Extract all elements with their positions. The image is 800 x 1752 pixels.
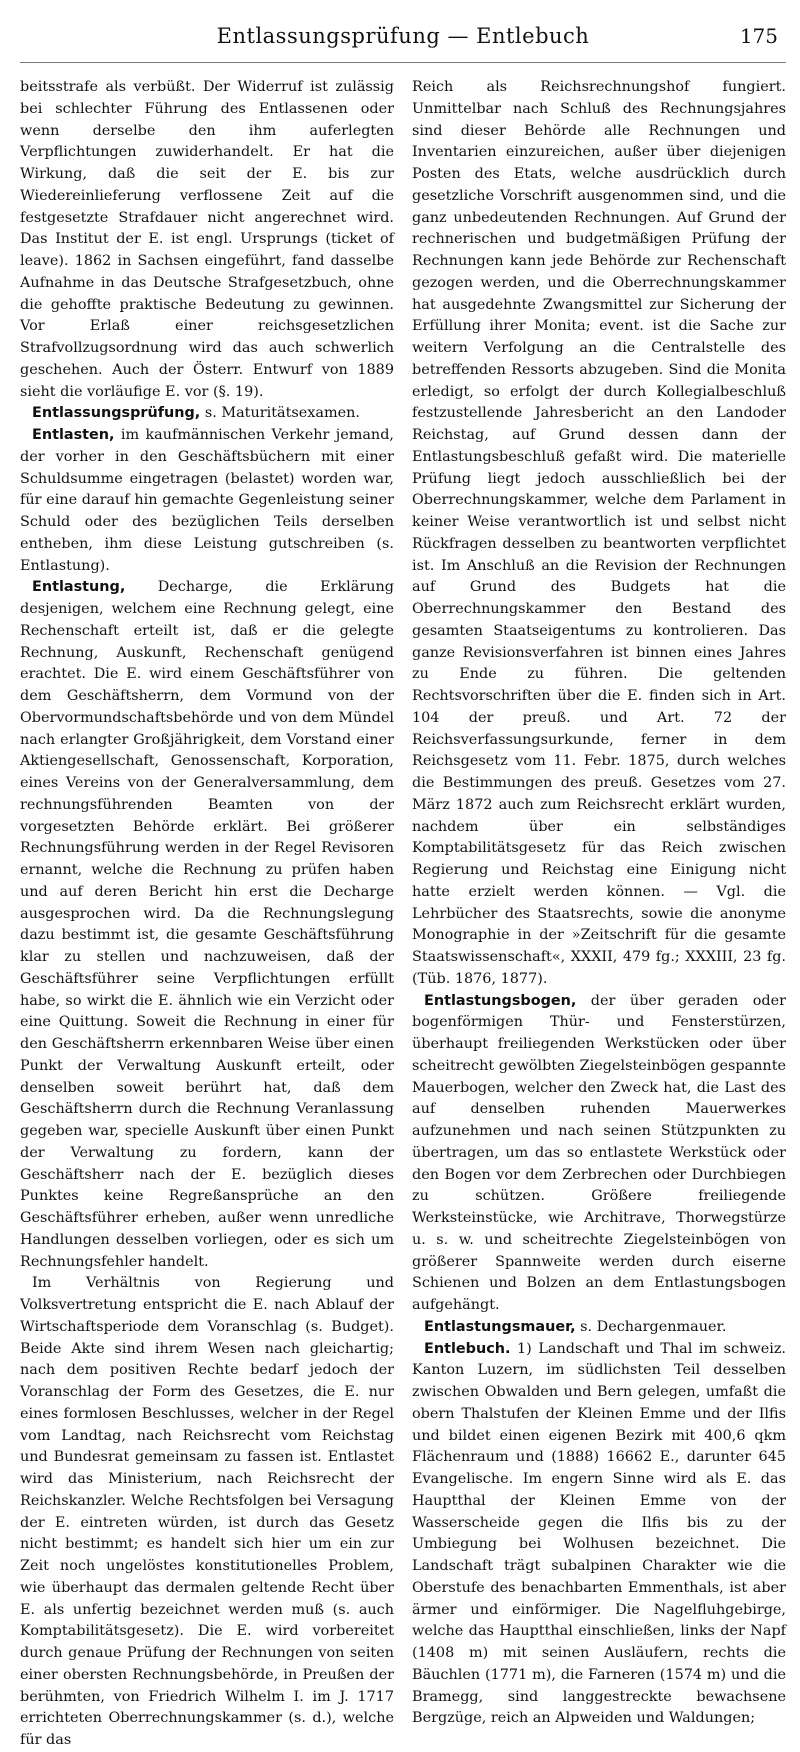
entry-paragraph: Im Verhältnis von Regierung und Volksvertretung entspricht die E. nach Ablauf der Wirtschaftsperiode dem Voranschlag (s. Budget). Beide Akte sind ihrem Wesen nach gleichartig; nach dem positiven Rechte bedarf jedoch der Voranschlag der Form des Gesetzes, die E. nur eines formlosen Beschlusses, welcher in der Regel vom Landtag, nach Reichsrecht vom Reichstag und Bundesrat gemeinsam zu fassen ist. Entlastet wird das Ministerium, nach Reichsrecht der Reichskanzler. Welche Rechtsfolgen bei Versagung der E. eintreten würden, ist durch das Gesetz nicht bestimmt; es handelt sich hier um ein zur Zeit noch ungelöstes konstitutionelles Problem, wie überhaupt das dermalen geltende Recht über E. als unfertig bezeichnet werden muß (s. auch Komptabilitätsgesetz). Die E. wird vorbereitet durch genaue Prüfung der Rechnungen von seiten einer obersten Rechnungsbehörde, in Preußen der berühmten, von Friedrich Wilhelm I. im J. 1717 errichteten Oberrechnungskammer (s. d.), welche für das	[20, 1275, 394, 1748]
entry-text: s. Maturitätsexamen.	[200, 405, 360, 422]
entry-text: der über geraden oder bogenförmigen Thür- und Fensterstürzen, überhaupt freiliegenden Werkstücken oder über scheitrecht gewölbten Ziegelsteinbögen gespannte Mauerbogen, welcher den Zweck hat, die Last des auf denselben ruhenden Mauerwerkes aufzunehmen und nach seinen Stützpunkten zu übertragen, um das so entlastete Werkstück oder den Bogen vor dem Zerbrechen oder Durchbiegen zu schützen. Größere freiliegende Werksteinstücke, wie Architrave, Thorwegstürze u. s. w. und scheitrechte Ziegelsteinbögen von größerer Spannweite werden durch eiserne Schienen und Bolzen an dem Entlastungsbogen aufgehängt.	[412, 992, 786, 1313]
page-header	[20, 0, 786, 63]
entry-headword: Entlastung,	[32, 579, 126, 596]
text-columns	[20, 77, 786, 1752]
entry-headword: Entlassungsprüfung,	[32, 405, 201, 422]
right-column	[412, 77, 786, 1752]
dictionary-entry	[20, 403, 394, 425]
entry-headword: Entlebuch.	[424, 1340, 511, 1357]
entry-headword: Entlasten,	[32, 427, 115, 443]
entry-text: s. Dechargenmauer.	[575, 1318, 727, 1335]
page-number: 175	[739, 24, 778, 48]
entry-text: im kaufmännischen Verkehr jemand, der vorher in den Geschäftsbüchern mit einer Schuldsumme eingetragen (belastet) worden war, für eine darauf hin gemachte Gegenleistung seiner Schuld oder des bezüglichen Teils derselben entheben, ihm diese Leistung gutschreiben (s. Entlastung).	[20, 427, 394, 574]
entry-text: Decharge, die Erklärung desjenigen, welchem eine Rechnung gelegt, eine Rechenschaft erteilt ist, daß er die gelegte Rechnung, Auskunft, Rechenschaft genügend erachtet. Die E. wird einem Geschäftsführer von dem Geschäftsherrn, dem Vormund von der Obervormundschaftsbehörde und von dem Mündel nach erlangter Großjährigkeit, dem Vorstand einer Aktiengesellschaft, Genossenschaft, Korporation, eines Vereins von der Generalversammlung, dem rechnungsführenden Beamten von der vorgesetzten Behörde erklärt. Bei größerer Rechnungsführung werden in der Regel Revisoren ernannt, welche die Rechnung zu prüfen haben und auf deren Bericht hin erst die Decharge ausgesprochen wird. Da die Rechnungslegung dazu bestimmt ist, die gesamte Geschäftsführung klar zu stellen und nachzuweisen, daß der Geschäftsführer seine Verpflichtungen erfüllt habe, so wirkt die E. ähnlich wie ein Verzicht oder eine Quittung. Soweit die Rechnung in einer für den Geschäftsherrn erkennbaren Weise über einen Punkt der Verwaltung Auskunft erteilt, oder denselben soweit berührt hat, daß dem Geschäftsherrn durch die Rechnung Veranlassung gegeben war, specielle Auskunft über einen Punkt der Verwaltung zu fordern, kann der Geschäftsherr nach der E. bezüglich dieses Punktes keine Regreßansprüche an den Geschäftsführer erheben, außer wenn unredliche Handlungen desselben vorliegen, oder es sich um Rechnungsfehler handelt.	[20, 579, 394, 1270]
dictionary-entry	[20, 577, 394, 1273]
entry-text: 1) Landschaft und Thal im schweiz. Kanton Luzern, im südlichsten Teil desselben zwischen Obwalden und Bern gelegen, umfaßt die obern Thalstufen der Kleinen Emme und der Ilfis und bildet einen eigenen Bezirk mit 400,6 qkm Flächenraum und (1888) 16662 E., darunter 645 Evangelische. Im engern Sinne wird als E. das Hauptthal der Kleinen Emme von der Wasserscheide gegen die Ilfis bis zu der Umbiegung bei Wolhusen bezeichnet. Die Landschaft trägt subalpinen Charakter wie die Oberstufe des benachbarten Emmenthals, ist aber ärmer und einförmiger. Die Nagelfluhgebirge, welche das Hauptthal einschließen, links der Napf (1408 m) mit seinen Ausläufern, rechts die Bäuchlen (1771 m), die Farneren (1574 m) und die Bramegg, sind langgestreckte bewachsene Bergzüge, reich an Alpweiden und Waldungen;	[412, 1340, 786, 1727]
entry-headword: Entlastungsbogen,	[424, 992, 577, 1009]
dictionary-entry	[20, 425, 394, 577]
running-head: Entlassungsprüfung — Entlebuch	[216, 24, 590, 48]
left-column	[20, 77, 394, 1752]
continued-text: beitsstrafe als verbüßt. Der Widerruf ist zulässig bei schlechter Führung des Entlassenen oder wenn derselbe den ihm auferlegten Verpflichtungen zuwiderhandelt. Er hat die Wirkung, daß die seit der E. bis zur Wiedereinlieferung verflossene Zeit auf die festgesetzte Strafdauer nicht angerechnet wird. Das Institut der E. ist engl. Ursprungs (ticket of leave). 1862 in Sachsen eingeführt, fand dasselbe Aufnahme in das Deutsche Strafgesetzbuch, ohne die gehoffte praktische Bedeutung zu gewinnen. Vor Erlaß einer reichsgesetzlichen Strafvollzugsordnung wird das auch schwerlich geschehen. Auch der Österr. Entwurf von 1889 sieht die vorläufige E. vor (§. 19).	[20, 79, 394, 400]
dictionary-entry	[412, 1317, 786, 1339]
dictionary-entry	[412, 1339, 786, 1731]
continued-text: Reich als Reichsrechnungshof fungiert. Unmittelbar nach Schluß des Rechnungsjahres sind dieser Behörde alle Rechnungen und Inventarien einzureichen, außer über diejenigen Posten des Etats, welche ausdrücklich durch gesetzliche Vorschrift ausgenommen sind, und die ganz unbedeutenden Rechnungen. Auf Grund der rechnerischen und budgetmäßigen Prüfung der Rechnungen kann jede Behörde zur Rechenschaft gezogen werden, und die Oberrechnungskammer hat ausgedehnte Zwangsmittel zur Sicherung der Erfüllung ihrer Monita; event. ist die Sache zur weitern Verfolgung an die Centralstelle des betreffenden Ressorts abzugeben. Sind die Monita erledigt, so erfolgt der durch Kollegialbeschluß festzustellende Jahresbericht an den Landoder Reichstag, auf Grund dessen dann der Entlastungsbeschluß gefaßt wird. Die materielle Prüfung liegt jedoch ausschließlich bei der Oberrechnungskammer, welche dem Parlament in keiner Weise verantwortlich ist und selbst nicht Rückfragen desselben zu beantworten verpflichtet ist. Im Anschluß an die Revision der Rechnungen auf Grund des Budgets hat die Oberrechnungskammer den Bestand des gesamten Staatseigentums zu kontrolieren. Das ganze Revisionsverfahren ist binnen eines Jahres zu Ende zu führen. Die geltenden Rechtsvorschriften über die E. finden sich in Art. 104 der preuß. und Art. 72 der Reichsverfassungsurkunde, ferner in dem Reichsgesetz vom 11. Febr. 1875, durch welches die Bestimmungen des preuß. Gesetzes vom 27. März 1872 auch zum Reichsrecht erklärt wurden, nachdem über ein selbständiges Komptabilitätsgesetz für das Reich zwischen Regierung und Reichstag eine Einigung nicht hatte erzielt werden können. — Vgl. die Lehrbücher des Staatsrechts, sowie die anonyme Monographie in der »Zeitschrift für die gesamte Staatswissenschaft«, XXXII, 479 fg.; XXXIII, 23 fg. (Tüb. 1876, 1877).	[412, 79, 786, 987]
dictionary-entry	[412, 991, 786, 1317]
entry-headword: Entlastungsmauer,	[424, 1318, 576, 1335]
